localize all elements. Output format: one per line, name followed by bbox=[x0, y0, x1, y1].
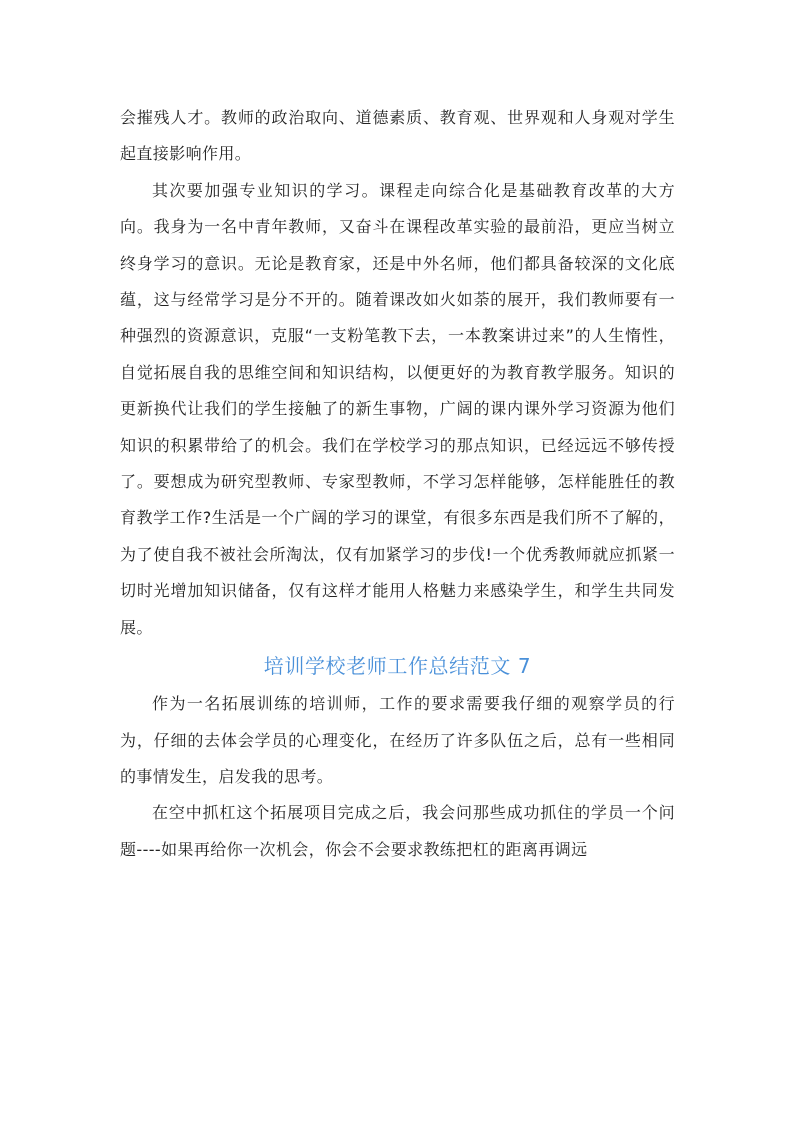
paragraph-3: 作为一名拓展训练的培训师，工作的要求需要我仔细的观察学员的行为，仔细的去体会学员的心理变化，在经历了许多队伍之后，总有一些相同的事情发生，启发我的思考。 bbox=[120, 694, 675, 786]
paragraph-1: 会摧残人才。教师的政治取向、道德素质、教育观、世界观和人身观对学生起直接影响作用。 bbox=[120, 108, 675, 164]
paragraph-2: 其次要加强专业知识的学习。课程走向综合化是基础教育改革的大方向。我身为一名中青年教师，又奋斗在课程改革实验的最前沿，更应当树立终身学习的意识。无论是教育家，还是中外名师，他们都具备较深的文化底蕴，这与经常学习是分不开的。随着课改如火如荼的展开，我们教师要有一种强烈的资源意识，克服“一支粉笔教下去，一本教案讲过来”的人生惰性，自觉拓展自我的思维空间和知识结构，以便更好的为教育教学服务。知识的更新换代让我们的学生接触了的新生事物，广阔的课内课外学习资源为他们知识的积累带给了的机会。我们在学校学习的那点知识，已经远远不够传授了。要想成为研究型教师、专家型教师，不学习怎样能够，怎样能胜任的教育教学工作?生活是一个广阔的学习的课堂，有很多东西是我们所不了解的，为了使自我不被社会所淘汰，仅有加紧学习的步伐!一个优秀教师就应抓紧一切时光增加知识储备，仅有这样才能用人格魅力来感染学生，和学生共同发展。 bbox=[120, 180, 675, 637]
document-body bbox=[120, 100, 675, 868]
section-heading: 培训学校老师工作总结范文 7 bbox=[263, 654, 532, 679]
paragraph-4: 在空中抓杠这个拓展项目完成之后，我会问那些成功抓住的学员一个问题----如果再给你一次机会，你会不会要求教练把杠的距离再调远 bbox=[120, 803, 675, 859]
